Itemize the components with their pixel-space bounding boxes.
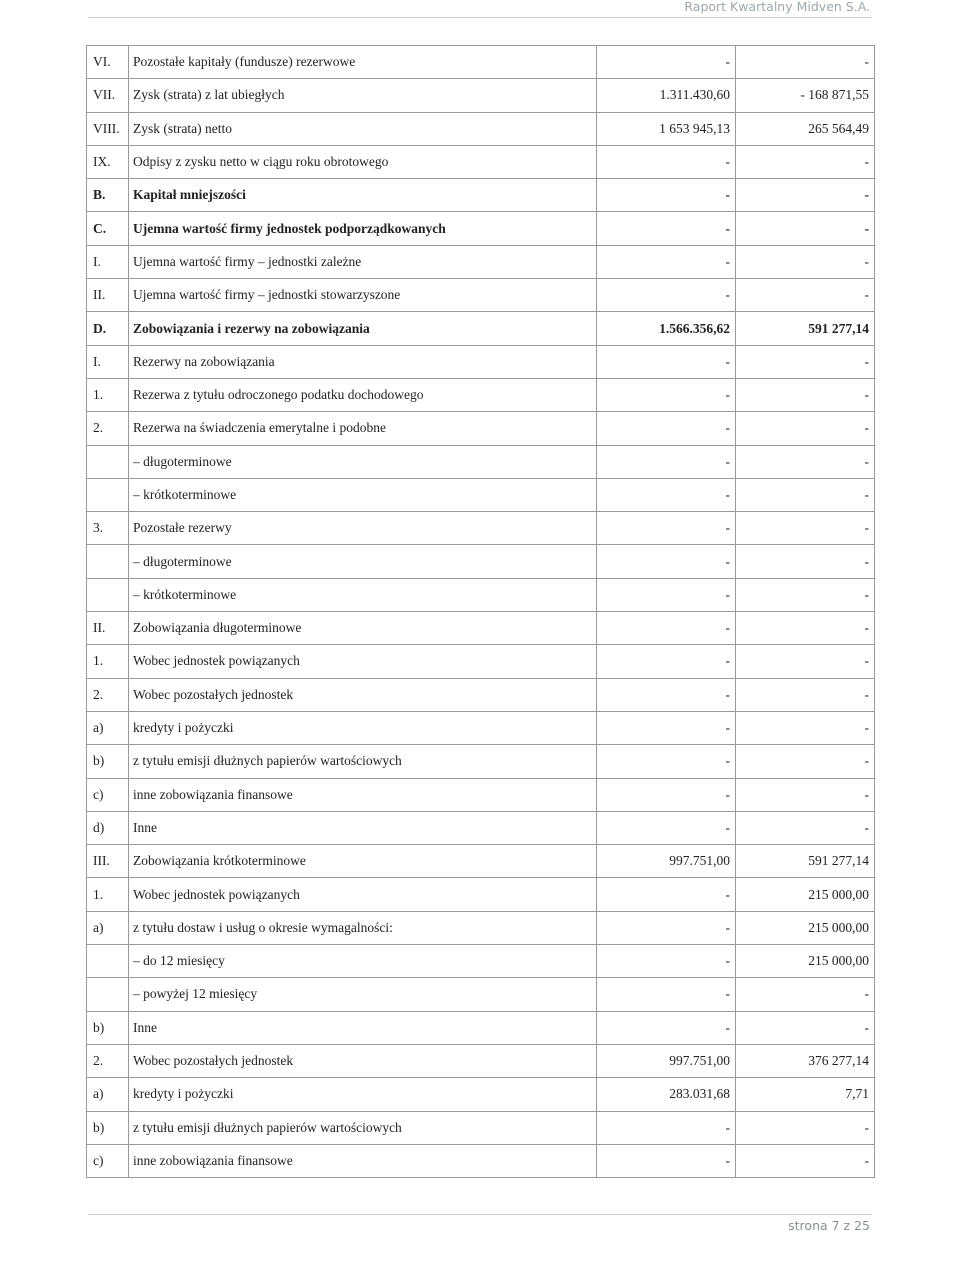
table-row [87,778,875,811]
row-label: inne zobowiązania finansowe [129,1144,597,1177]
row-label: Pozostałe rezerwy [129,512,597,545]
row-code: VI. [87,46,129,79]
row-value-previous: - [736,345,875,378]
table-row [87,179,875,212]
row-code: 1. [87,378,129,411]
row-value-previous: - [736,445,875,478]
row-label: Zysk (strata) z lat ubiegłych [129,79,597,112]
table-row [87,145,875,178]
table-row [87,578,875,611]
row-value-current: - [597,911,736,944]
row-value-current: - [597,46,736,79]
row-label: – krótkoterminowe [129,478,597,511]
table-row [87,512,875,545]
row-value-current: - [597,1144,736,1177]
row-value-current: - [597,945,736,978]
row-value-current: - [597,645,736,678]
table-row [87,878,875,911]
row-value-current: 283.031,68 [597,1078,736,1111]
table-row [87,46,875,79]
row-value-current: - [597,378,736,411]
row-value-current: 997.751,00 [597,1044,736,1077]
row-value-previous: 7,71 [736,1078,875,1111]
row-code: III. [87,845,129,878]
row-label: Ujemna wartość firmy – jednostki zależne [129,245,597,278]
table-row [87,412,875,445]
row-value-current: 997.751,00 [597,845,736,878]
table-row [87,845,875,878]
row-label: Zobowiązania i rezerwy na zobowiązania [129,312,597,345]
row-value-current: - [597,478,736,511]
row-value-previous: - [736,412,875,445]
row-value-previous: - [736,545,875,578]
row-label: z tytułu dostaw i usług o okresie wymagalności: [129,911,597,944]
row-code: a) [87,1078,129,1111]
row-value-previous: 215 000,00 [736,945,875,978]
row-label: Ujemna wartość firmy – jednostki stowarzyszone [129,279,597,312]
row-value-previous: 591 277,14 [736,312,875,345]
table-row [87,478,875,511]
row-value-previous: 376 277,14 [736,1044,875,1077]
row-value-previous: 591 277,14 [736,845,875,878]
row-code: c) [87,778,129,811]
row-value-previous: - [736,778,875,811]
row-code: d) [87,811,129,844]
table-row [87,279,875,312]
table-row [87,378,875,411]
row-code: a) [87,911,129,944]
row-code [87,478,129,511]
row-value-current: - [597,578,736,611]
row-value-previous: 215 000,00 [736,911,875,944]
row-code: b) [87,1011,129,1044]
footer-divider [88,1214,872,1215]
row-label: z tytułu emisji dłużnych papierów wartościowych [129,745,597,778]
row-label: – długoterminowe [129,545,597,578]
row-value-previous: - [736,1011,875,1044]
row-code: 2. [87,678,129,711]
row-label: Rezerwa z tytułu odroczonego podatku dochodowego [129,378,597,411]
row-value-current: - [597,678,736,711]
row-code: 1. [87,878,129,911]
row-label: Ujemna wartość firmy jednostek podporządkowanych [129,212,597,245]
row-value-current: - [597,1111,736,1144]
table-row [87,445,875,478]
row-value-previous: - [736,1144,875,1177]
row-label: Wobec pozostałych jednostek [129,678,597,711]
table-row [87,112,875,145]
row-value-current: - [597,1011,736,1044]
table-row [87,345,875,378]
row-value-current: 1.566.356,62 [597,312,736,345]
row-value-previous: - [736,645,875,678]
row-code [87,578,129,611]
row-value-previous: 215 000,00 [736,878,875,911]
row-value-current: - [597,811,736,844]
row-label: – krótkoterminowe [129,578,597,611]
table-row [87,212,875,245]
row-code: II. [87,279,129,312]
table-row [87,678,875,711]
header-divider [88,17,872,18]
row-label: Pozostałe kapitały (fundusze) rezerwowe [129,46,597,79]
table-row [87,745,875,778]
table-row [87,978,875,1011]
table-row [87,645,875,678]
row-label: Wobec pozostałych jednostek [129,1044,597,1077]
row-code: c) [87,1144,129,1177]
row-value-current: - [597,179,736,212]
row-label: inne zobowiązania finansowe [129,778,597,811]
row-code: 1. [87,645,129,678]
row-code: I. [87,345,129,378]
table-row [87,1011,875,1044]
balance-sheet-table [86,45,875,1178]
row-code: C. [87,212,129,245]
row-code [87,945,129,978]
row-label: Wobec jednostek powiązanych [129,645,597,678]
row-value-previous: - [736,478,875,511]
row-value-previous: - [736,378,875,411]
row-code: b) [87,745,129,778]
row-value-current: - [597,145,736,178]
row-label: – powyżej 12 miesięcy [129,978,597,1011]
row-value-current: 1.311.430,60 [597,79,736,112]
row-code: b) [87,1111,129,1144]
row-value-current: - [597,212,736,245]
row-value-current: - [597,878,736,911]
row-value-current: - [597,345,736,378]
row-value-previous: - [736,678,875,711]
row-value-current: - [597,745,736,778]
row-value-current: - [597,512,736,545]
row-value-previous: - [736,978,875,1011]
table-row [87,945,875,978]
row-value-previous: - [736,711,875,744]
row-value-current: - [597,279,736,312]
row-label: Kapitał mniejszości [129,179,597,212]
row-value-previous: - [736,145,875,178]
row-label: Zobowiązania długoterminowe [129,612,597,645]
row-code: VII. [87,79,129,112]
table-row [87,1144,875,1177]
table-row [87,245,875,278]
row-value-previous: - [736,179,875,212]
table-row [87,612,875,645]
row-label: kredyty i pożyczki [129,711,597,744]
row-value-current: 1 653 945,13 [597,112,736,145]
row-value-previous: 265 564,49 [736,112,875,145]
row-label: Inne [129,811,597,844]
row-value-previous: - [736,745,875,778]
row-code: 2. [87,1044,129,1077]
row-value-previous: - [736,811,875,844]
row-label: Odpisy z zysku netto w ciągu roku obrotowego [129,145,597,178]
row-value-current: - [597,545,736,578]
row-label: Zysk (strata) netto [129,112,597,145]
row-value-current: - [597,978,736,1011]
row-value-previous: - [736,212,875,245]
row-label: Wobec jednostek powiązanych [129,878,597,911]
row-label: z tytułu emisji dłużnych papierów wartościowych [129,1111,597,1144]
row-code [87,978,129,1011]
row-code: D. [87,312,129,345]
row-label: – długoterminowe [129,445,597,478]
row-code: a) [87,711,129,744]
row-value-current: - [597,711,736,744]
row-code [87,545,129,578]
report-header-title: Raport Kwartalny Midven S.A. [684,0,870,14]
row-value-current: - [597,445,736,478]
table-row [87,79,875,112]
table-row [87,711,875,744]
table-row [87,811,875,844]
row-value-previous: - [736,46,875,79]
row-code: II. [87,612,129,645]
page-number: strona 7 z 25 [788,1218,870,1233]
row-label: Rezerwa na świadczenia emerytalne i podobne [129,412,597,445]
row-label: Zobowiązania krótkoterminowe [129,845,597,878]
row-code: I. [87,245,129,278]
row-value-previous: - [736,578,875,611]
table-row [87,312,875,345]
row-label: Rezerwy na zobowiązania [129,345,597,378]
row-value-previous: - 168 871,55 [736,79,875,112]
row-label: – do 12 miesięcy [129,945,597,978]
row-code: IX. [87,145,129,178]
row-label: Inne [129,1011,597,1044]
row-code: VIII. [87,112,129,145]
row-value-current: - [597,612,736,645]
table-body [87,46,875,1178]
table-row [87,545,875,578]
row-code: B. [87,179,129,212]
row-value-current: - [597,245,736,278]
table-row [87,1044,875,1077]
row-value-current: - [597,778,736,811]
row-code: 3. [87,512,129,545]
row-value-previous: - [736,512,875,545]
row-code: 2. [87,412,129,445]
row-value-previous: - [736,245,875,278]
row-label: kredyty i pożyczki [129,1078,597,1111]
table-row [87,911,875,944]
row-value-previous: - [736,1111,875,1144]
row-value-current: - [597,412,736,445]
table-row [87,1111,875,1144]
table-row [87,1078,875,1111]
row-code [87,445,129,478]
row-value-previous: - [736,612,875,645]
row-value-previous: - [736,279,875,312]
